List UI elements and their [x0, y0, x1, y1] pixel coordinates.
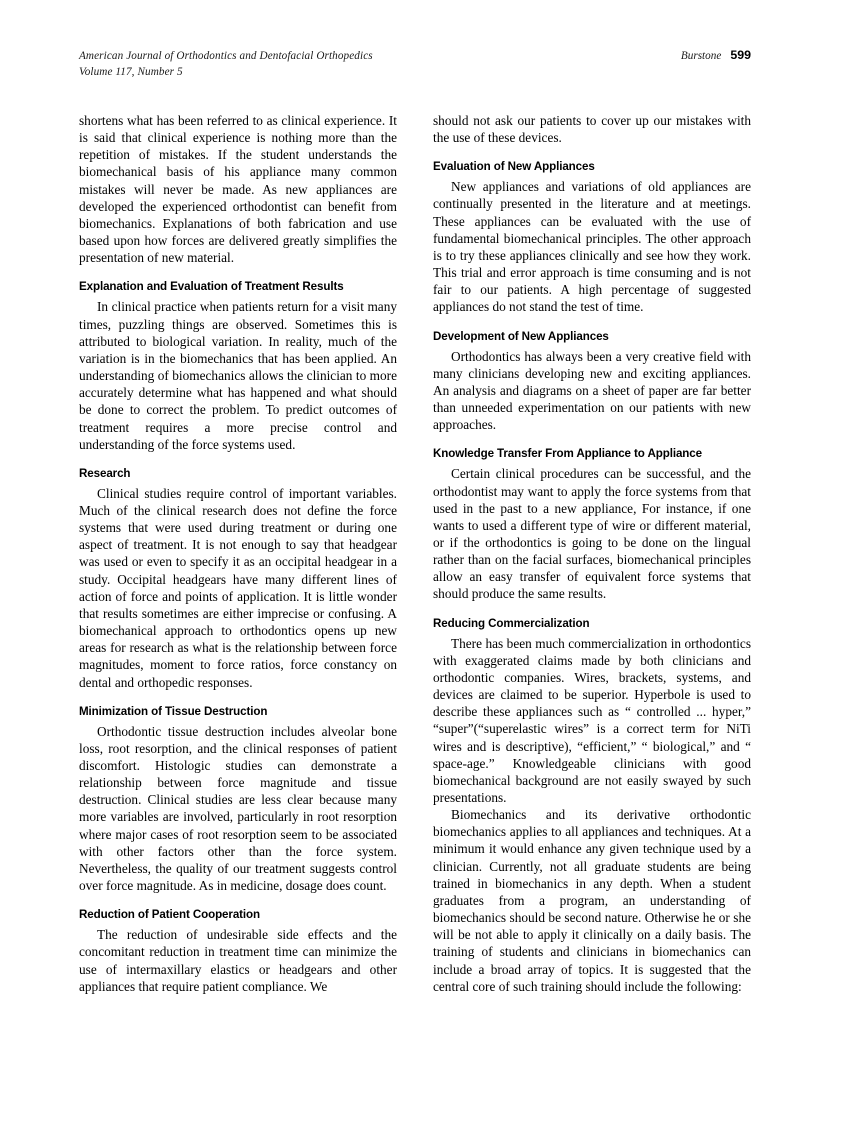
running-head-author: Burstone — [680, 50, 722, 62]
body-paragraph: should not ask our patients to cover up our mistakes with the use of these devices. — [433, 113, 751, 146]
section-heading: Reducing Commercialization — [433, 616, 590, 630]
body-columns — [79, 112, 751, 995]
body-paragraph: In clinical practice when patients return for a visit many times, puzzling things are observed. Sometimes this is attributed to biological variation. In reality, much of the variation is in the biomechanics that has been applied. An understanding of biomechanics allows the clinician to more accurately determine what has happened and what should be done to correct the problem. To predict outcomes of treatment requires a more precise control and understanding of the force systems used. — [79, 299, 397, 452]
column-right — [433, 112, 751, 995]
body-paragraph: Biomechanics and its derivative orthodontic biomechanics applies to all appliances and techniques. At a minimum it would enhance any given technique used by a clinician. Currently, not all graduate students are being trained in biomechanics in any depth. When a student graduates from a program, an understanding of biomechanics should be second nature. Otherwise he or she will be not able to apply it clinically on a daily basis. The training of students and clinicians in biomechanics can include a broad array of topics. It is suggested that the central core of such training should include the following: — [433, 807, 751, 994]
body-paragraph: Clinical studies require control of important variables. Much of the clinical research does not define the force systems that were used during treatment or during one aspect of treatment. It is not enough to say that headgear was used or even to specify it as an occipital headgear in a study. Occipital headgears have many different lines of action of force and points of application. It is little wonder that results sometimes are either imprecise or confusing. A biomechanical approach to orthodontics opens up new areas for research as what is the relationship between force magnitudes, moment to force ratios, force constancy on dental and orthopedic responses. — [79, 485, 397, 690]
column-left — [79, 112, 397, 995]
body-paragraph: Certain clinical procedures can be successful, and the orthodontist may want to apply the force systems from that used in the past to a new appliance, For instance, if one wants to used a different type of wire or different material, or if the orthodontics is going to be done on the lingual rather than on the facial surfaces, biomechanical principles allow an easy transfer of equivalent force systems that should produce the same results. — [433, 466, 751, 602]
running-head-journal-title: American Journal of Orthodontics and Dentofacial Orthopedics — [79, 50, 373, 62]
section-heading: Knowledge Transfer From Appliance to Appliance — [433, 447, 702, 461]
running-head — [79, 48, 751, 80]
section-heading: Research — [79, 466, 131, 480]
body-paragraph: New appliances and variations of old appliances are continually presented in the literature and at meetings. These appliances can be evaluated with the use of fundamental biomechanical principles. The other approach is to try these appliances clinically and see how they work. This trial and error approach is time consuming and is not fair to our patients. A high percentage of suggested appliances do not stand the test of time. — [433, 179, 751, 315]
body-paragraph: Orthodontic tissue destruction includes alveolar bone loss, root resorption, and the clinical responses of patient discomfort. Histologic studies can demonstrate a relationship between force magnitude and tissue destruction. Clinical studies are less clear because many more variables are involved, particularly in root resorption where major cases of root resorption seem to be associated with other factors other than the force system. Nevertheless, the quality of our treatment suggests control over force magnitude. As in medicine, dosage does count. — [79, 723, 397, 894]
section-heading: Evaluation of New Appliances — [433, 160, 595, 174]
section-heading: Minimization of Tissue Destruction — [79, 704, 268, 718]
section-heading: Reduction of Patient Cooperation — [79, 908, 261, 922]
running-head-right — [681, 48, 751, 62]
body-paragraph: shortens what has been referred to as clinical experience. It is said that clinical experience is nothing more than the repetition of mistakes. If the student understands the biomechanical basis of his appliance many common mistakes will never be made. As new appliances are developed the experienced orthodontist can benefit from biomechanics. Explanations of both fabrication and use based upon how forces are delivered greatly simplifies the presentation of new material. — [79, 113, 397, 266]
body-paragraph: Orthodontics has always been a very creative field with many clinicians developing new and exciting appliances. An analysis and diagrams on a sheet of paper are far better than unneeded experimentation on our patients with new approaches. — [433, 348, 751, 433]
body-paragraph: There has been much commercialization in orthodontics with exaggerated claims made by both clinicians and orthodontic companies. Wires, brackets, systems, and devices are claimed to be superior. Hyperbole is used to describe these appliances such as “ controlled ... hyper,” “super”(“superelastic wires” is a correct term for NiTi wires and is descriptive), “efficient,” “ biological,” and “ space-age.” Knowledgeable clinicians with good biomechanical background are not easily swayed by such presentations. — [433, 635, 751, 805]
running-head-volume-issue: Volume 117, Number 5 — [79, 66, 183, 78]
running-head-journal — [79, 48, 373, 80]
page-number: 599 — [730, 48, 751, 62]
section-heading: Development of New Appliances — [433, 329, 609, 343]
section-heading: Explanation and Evaluation of Treatment Results — [79, 280, 344, 294]
body-paragraph: The reduction of undesirable side effects and the concomitant reduction in treatment time can minimize the use of intermaxillary elastics or headgears and other appliances that require patient compliance. We — [79, 927, 397, 994]
